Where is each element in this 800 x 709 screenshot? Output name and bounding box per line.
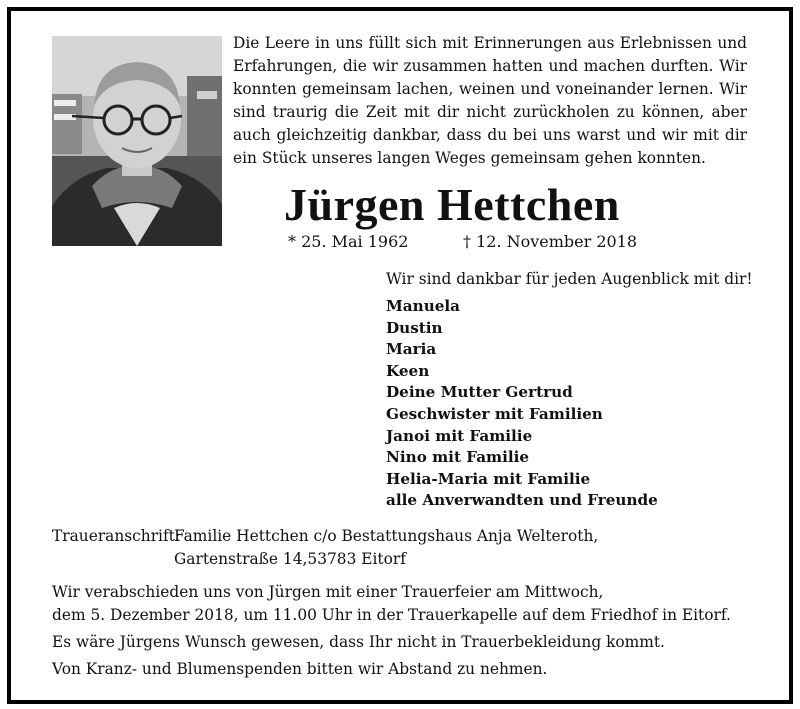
mourner-item: Geschwister mit Familien: [386, 404, 603, 423]
ceremony-info-line-1: Wir verabschieden uns von Jürgen mit einer Trauerfeier am Mittwoch,: [52, 583, 604, 601]
address-line-2: Gartenstraße 14,53783 Eitorf: [174, 550, 406, 568]
birth-date: * 25. Mai 1962: [288, 232, 409, 251]
address-label: Traueranschrift:: [52, 527, 181, 545]
mourner-item: Helia-Maria mit Familie: [386, 469, 591, 488]
death-date: † 12. November 2018: [463, 232, 638, 251]
mourner-item: Deine Mutter Gertrud: [386, 383, 573, 402]
donation-note: Von Kranz- und Blumenspenden bitten wir Abstand zu nehmen.: [52, 660, 548, 678]
memorial-poem: Die Leere in uns füllt sich mit Erinnerungen aus Erlebnissen und Erfahrungen, die wir zusammen hatten und machen durften. Wir konnten gemeinsam lachen, weinen und voneinander lernen. Wir sind traurig die Zeit mit dir nicht zurückholen zu können, aber auch gleichzeitig dankbar, dass du bei uns warst und wir mit dir ein Stück unseres langen Weges gemeinsam gehen konnten.: [233, 34, 747, 167]
address-line-1: Familie Hettchen c/o Bestattungshaus Anja Welteroth,: [174, 527, 599, 545]
mourner-item: Manuela: [386, 297, 461, 315]
deceased-name: Jürgen Hettchen: [284, 179, 620, 230]
ceremony-info-line-2: dem 5. Dezember 2018, um 11.00 Uhr in der Trauerkapelle auf dem Friedhof in Eitorf.: [52, 606, 731, 624]
mourner-item: alle Anverwandten und Freunde: [386, 491, 658, 510]
mourners-list: [386, 296, 658, 512]
thanks-line: Wir sind dankbar für jeden Augenblick mit dir!: [386, 270, 753, 288]
mourner-item: Dustin: [386, 318, 443, 337]
portrait-photo: [52, 36, 222, 246]
mourner-item: Keen: [386, 361, 430, 380]
mourner-item: Maria: [386, 340, 437, 359]
mourner-item: Nino mit Familie: [386, 448, 530, 467]
attire-note: Es wäre Jürgens Wunsch gewesen, dass Ihr nicht in Trauerbekleidung kommt.: [52, 633, 665, 651]
mourner-item: Janoi mit Familie: [386, 426, 533, 445]
